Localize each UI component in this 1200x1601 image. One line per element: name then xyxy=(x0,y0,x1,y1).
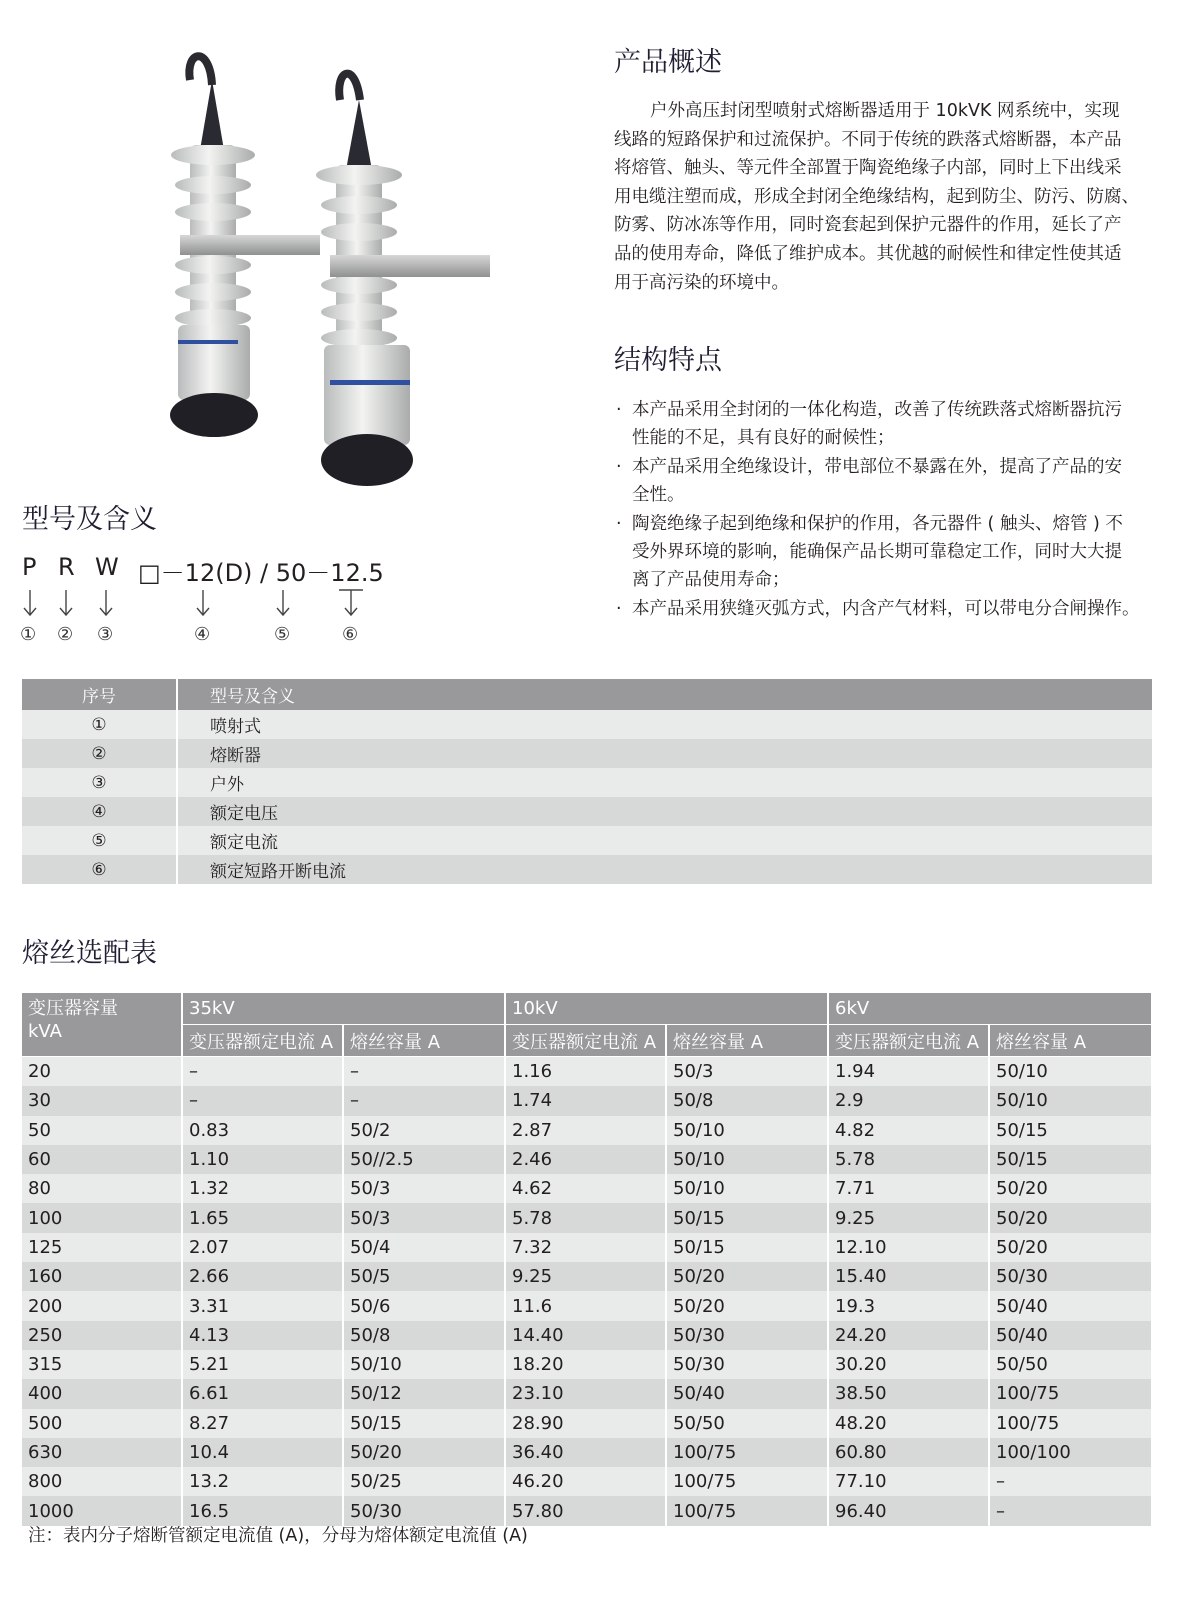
row-meaning: 喷射式 xyxy=(177,710,1152,739)
feature-line: · 本产品采用狭缝灭弧方式，内含产气材料，可以带电分合闸操作。 xyxy=(614,595,1184,623)
value-cell: 1.65 xyxy=(182,1203,343,1232)
overview-line: 品的使用寿命，降低了维护成本。其优越的耐候性和律定性使其适 xyxy=(614,243,1122,264)
capacity-header-line: 变压器容量 xyxy=(28,998,118,1019)
feature-line: · 本产品采用全封闭的一体化构造，改善了传统跌落式熔断器抗污 xyxy=(614,396,1184,424)
capacity-cell: 80 xyxy=(22,1174,182,1203)
table-row xyxy=(22,1409,1152,1438)
value-cell: 14.40 xyxy=(505,1321,666,1350)
value-cell: 50/20 xyxy=(343,1438,505,1467)
value-cell: 50/3 xyxy=(666,1057,828,1087)
value-cell: 18.20 xyxy=(505,1350,666,1379)
marker-4: ④ xyxy=(194,624,211,645)
fuse-illustration xyxy=(150,40,510,510)
capacity-cell: 30 xyxy=(22,1086,182,1115)
value-cell: 30.20 xyxy=(828,1350,989,1379)
value-cell: 2.87 xyxy=(505,1116,666,1145)
value-cell: 2.07 xyxy=(182,1233,343,1262)
value-cell: 50/15 xyxy=(989,1145,1152,1174)
row-number: ⑤ xyxy=(22,826,177,855)
feature-line: 受外界环境的影响，能确保产品长期可靠稳定工作，同时大大提 xyxy=(632,542,1122,563)
overview-line: 线路的短路保护和过流保护。不同于传统的跌落式熔断器，本产品 xyxy=(614,129,1122,150)
capacity-cell: 60 xyxy=(22,1145,182,1174)
value-cell: 50/20 xyxy=(666,1262,828,1291)
value-cell: 50/10 xyxy=(666,1174,828,1203)
marker-5: ⑤ xyxy=(274,624,291,645)
table-header-meaning: 型号及含义 xyxy=(177,679,1152,710)
value-cell: 50/5 xyxy=(343,1262,505,1291)
model-meaning-table xyxy=(22,679,1152,884)
value-cell: 50/40 xyxy=(666,1379,828,1408)
table-row xyxy=(22,1467,1152,1496)
value-cell: – xyxy=(989,1467,1152,1496)
value-cell: 5.21 xyxy=(182,1350,343,1379)
code-letter-w: W xyxy=(95,553,119,581)
row-number: ① xyxy=(22,710,177,739)
value-cell: – xyxy=(182,1086,343,1115)
table-row xyxy=(22,739,1152,768)
value-cell: 50/30 xyxy=(666,1350,828,1379)
value-cell: 50/10 xyxy=(666,1145,828,1174)
sub-header-fuse: 熔丝容量 A xyxy=(343,1025,505,1057)
value-cell: 9.25 xyxy=(828,1203,989,1232)
capacity-header xyxy=(22,993,182,1057)
capacity-cell: 500 xyxy=(22,1409,182,1438)
value-cell: 50/2 xyxy=(343,1116,505,1145)
sub-header-current: 变压器额定电流 A xyxy=(182,1025,343,1057)
group-header-10kv: 10kV xyxy=(505,993,828,1025)
feature-line: · 陶瓷绝缘子起到绝缘和保护的作用，各元器件 ( 触头、熔管 ) 不 xyxy=(614,510,1184,538)
value-cell: – xyxy=(182,1057,343,1087)
value-cell: 100/75 xyxy=(989,1379,1152,1408)
capacity-cell: 400 xyxy=(22,1379,182,1408)
table-row xyxy=(22,1321,1152,1350)
value-cell: 7.71 xyxy=(828,1174,989,1203)
table-row xyxy=(22,797,1152,826)
marker-2: ② xyxy=(57,624,74,645)
value-cell: 5.78 xyxy=(505,1203,666,1232)
value-cell: 77.10 xyxy=(828,1467,989,1496)
value-cell: 50/15 xyxy=(666,1233,828,1262)
value-cell: 50/3 xyxy=(343,1174,505,1203)
value-cell: 11.6 xyxy=(505,1291,666,1320)
value-cell: 50/10 xyxy=(666,1116,828,1145)
value-cell: – xyxy=(989,1496,1152,1525)
value-cell: 36.40 xyxy=(505,1438,666,1467)
table-row xyxy=(22,1350,1152,1379)
row-meaning: 额定电压 xyxy=(177,797,1152,826)
value-cell: 57.80 xyxy=(505,1496,666,1525)
feature-line: 离了产品使用寿命； xyxy=(632,570,790,591)
overview-line: 用电缆注塑而成，形成全封闭全绝缘结构，起到防尘、防污、防腐、 xyxy=(614,186,1139,207)
value-cell: 2.46 xyxy=(505,1145,666,1174)
group-header-35kv: 35kV xyxy=(182,993,505,1025)
value-cell: 50/10 xyxy=(343,1350,505,1379)
value-cell: 50/30 xyxy=(989,1262,1152,1291)
value-cell: 50/20 xyxy=(666,1291,828,1320)
sub-header-fuse: 熔丝容量 A xyxy=(666,1025,828,1057)
table-row xyxy=(22,1116,1152,1145)
marker-1: ① xyxy=(20,624,37,645)
value-cell: 38.50 xyxy=(828,1379,989,1408)
value-cell: 5.78 xyxy=(828,1145,989,1174)
product-photo xyxy=(150,40,510,510)
fuse-title: 熔丝选配表 xyxy=(22,938,157,969)
sub-header-current: 变压器额定电流 A xyxy=(828,1025,989,1057)
code-letter-p: P xyxy=(22,553,37,581)
row-number: ④ xyxy=(22,797,177,826)
row-meaning: 额定短路开断电流 xyxy=(177,855,1152,884)
value-cell: 6.61 xyxy=(182,1379,343,1408)
capacity-cell: 100 xyxy=(22,1203,182,1232)
table-row xyxy=(22,1203,1152,1232)
model-arrows xyxy=(15,588,395,624)
value-cell: 12.10 xyxy=(828,1233,989,1262)
value-cell: 100/75 xyxy=(666,1496,828,1525)
value-cell: – xyxy=(343,1057,505,1087)
value-cell: 50/40 xyxy=(989,1291,1152,1320)
row-meaning: 额定电流 xyxy=(177,826,1152,855)
value-cell: 50/12 xyxy=(343,1379,505,1408)
value-cell: 50/30 xyxy=(343,1496,505,1525)
table-row xyxy=(22,768,1152,797)
value-cell: 50/15 xyxy=(989,1116,1152,1145)
feature-line: · 本产品采用全绝缘设计，带电部位不暴露在外，提高了产品的安 xyxy=(614,453,1184,481)
features-title: 结构特点 xyxy=(614,345,722,376)
capacity-cell: 630 xyxy=(22,1438,182,1467)
value-cell: 8.27 xyxy=(182,1409,343,1438)
table-row xyxy=(22,1262,1152,1291)
value-cell: 1.32 xyxy=(182,1174,343,1203)
value-cell: 50//2.5 xyxy=(343,1145,505,1174)
fuse-selection-table xyxy=(22,993,1153,1526)
capacity-cell: 125 xyxy=(22,1233,182,1262)
code-letter-r: R xyxy=(58,553,75,581)
group-header-6kv: 6kV xyxy=(828,993,1152,1025)
value-cell: 96.40 xyxy=(828,1496,989,1525)
table-note: 注：表内分子熔断管额定电流值 (A)，分母为熔体额定电流值 (A) xyxy=(28,1526,528,1546)
value-cell: 19.3 xyxy=(828,1291,989,1320)
value-cell: – xyxy=(343,1086,505,1115)
overview-line: 将熔管、触头、等元件全部置于陶瓷绝缘子内部，同时上下出线采 xyxy=(614,158,1122,179)
row-meaning: 户外 xyxy=(177,768,1152,797)
value-cell: 3.31 xyxy=(182,1291,343,1320)
table-row xyxy=(22,710,1152,739)
value-cell: 50/10 xyxy=(989,1086,1152,1115)
sub-header-current: 变压器额定电流 A xyxy=(505,1025,666,1057)
capacity-cell: 160 xyxy=(22,1262,182,1291)
row-meaning: 熔断器 xyxy=(177,739,1152,768)
value-cell: 4.82 xyxy=(828,1116,989,1145)
value-cell: 50/4 xyxy=(343,1233,505,1262)
row-number: ② xyxy=(22,739,177,768)
table-row xyxy=(22,855,1152,884)
value-cell: 100/75 xyxy=(666,1467,828,1496)
value-cell: 50/40 xyxy=(989,1321,1152,1350)
table-row xyxy=(22,826,1152,855)
value-cell: 100/100 xyxy=(989,1438,1152,1467)
value-cell: 50/8 xyxy=(666,1086,828,1115)
sub-header-fuse: 熔丝容量 A xyxy=(989,1025,1152,1057)
value-cell: 24.20 xyxy=(828,1321,989,1350)
capacity-cell: 250 xyxy=(22,1321,182,1350)
code-rest: □－12(D) / 50－12.5 xyxy=(138,559,384,587)
value-cell: 0.83 xyxy=(182,1116,343,1145)
value-cell: 46.20 xyxy=(505,1467,666,1496)
value-cell: 9.25 xyxy=(505,1262,666,1291)
value-cell: 16.5 xyxy=(182,1496,343,1525)
value-cell: 50/20 xyxy=(989,1233,1152,1262)
value-cell: 15.40 xyxy=(828,1262,989,1291)
capacity-cell: 1000 xyxy=(22,1496,182,1525)
row-number: ⑥ xyxy=(22,855,177,884)
capacity-header-unit: kVA xyxy=(28,1021,62,1042)
value-cell: 48.20 xyxy=(828,1409,989,1438)
table-row xyxy=(22,1379,1152,1408)
capacity-cell: 20 xyxy=(22,1057,182,1087)
value-cell: 100/75 xyxy=(666,1438,828,1467)
value-cell: 28.90 xyxy=(505,1409,666,1438)
table-row xyxy=(22,1057,1152,1087)
capacity-cell: 200 xyxy=(22,1291,182,1320)
capacity-cell: 800 xyxy=(22,1467,182,1496)
table-row xyxy=(22,1438,1152,1467)
table-row xyxy=(22,1233,1152,1262)
value-cell: 100/75 xyxy=(989,1409,1152,1438)
overview-title: 产品概述 xyxy=(614,47,722,78)
value-cell: 7.32 xyxy=(505,1233,666,1262)
value-cell: 2.66 xyxy=(182,1262,343,1291)
value-cell: 1.74 xyxy=(505,1086,666,1115)
value-cell: 50/15 xyxy=(343,1409,505,1438)
value-cell: 50/20 xyxy=(989,1174,1152,1203)
value-cell: 2.9 xyxy=(828,1086,989,1115)
value-cell: 23.10 xyxy=(505,1379,666,1408)
feature-line: 全性。 xyxy=(632,485,685,506)
model-title: 型号及含义 xyxy=(22,504,157,535)
value-cell: 4.62 xyxy=(505,1174,666,1203)
value-cell: 50/50 xyxy=(989,1350,1152,1379)
value-cell: 1.94 xyxy=(828,1057,989,1087)
table-row xyxy=(22,1291,1152,1320)
marker-6: ⑥ xyxy=(342,624,359,645)
overview-line: 户外高压封闭型喷射式熔断器适用于 10kVK 网系统中，实现 xyxy=(650,101,1120,121)
value-cell: 50/3 xyxy=(343,1203,505,1232)
marker-3: ③ xyxy=(97,624,114,645)
value-cell: 50/25 xyxy=(343,1467,505,1496)
feature-line: 性能的不足，具有良好的耐候性； xyxy=(632,428,895,449)
table-row xyxy=(22,1145,1152,1174)
value-cell: 13.2 xyxy=(182,1467,343,1496)
value-cell: 50/20 xyxy=(989,1203,1152,1232)
value-cell: 50/10 xyxy=(989,1057,1152,1087)
value-cell: 50/30 xyxy=(666,1321,828,1350)
table-row xyxy=(22,1174,1152,1203)
overview-paragraph xyxy=(614,97,1174,297)
value-cell: 1.10 xyxy=(182,1145,343,1174)
value-cell: 50/50 xyxy=(666,1409,828,1438)
overview-line: 用于高污染的环境中。 xyxy=(614,272,789,293)
model-code xyxy=(22,553,402,589)
value-cell: 50/8 xyxy=(343,1321,505,1350)
row-number: ③ xyxy=(22,768,177,797)
table-row xyxy=(22,1086,1152,1115)
value-cell: 50/6 xyxy=(343,1291,505,1320)
value-cell: 10.4 xyxy=(182,1438,343,1467)
value-cell: 1.16 xyxy=(505,1057,666,1087)
features-list xyxy=(614,396,1184,623)
value-cell: 4.13 xyxy=(182,1321,343,1350)
capacity-cell: 315 xyxy=(22,1350,182,1379)
capacity-cell: 50 xyxy=(22,1116,182,1145)
value-cell: 50/15 xyxy=(666,1203,828,1232)
table-header-no: 序号 xyxy=(22,679,177,710)
overview-line: 防雾、防冰冻等作用，同时瓷套起到保护元器件的作用，延长了产 xyxy=(614,215,1122,236)
value-cell: 60.80 xyxy=(828,1438,989,1467)
